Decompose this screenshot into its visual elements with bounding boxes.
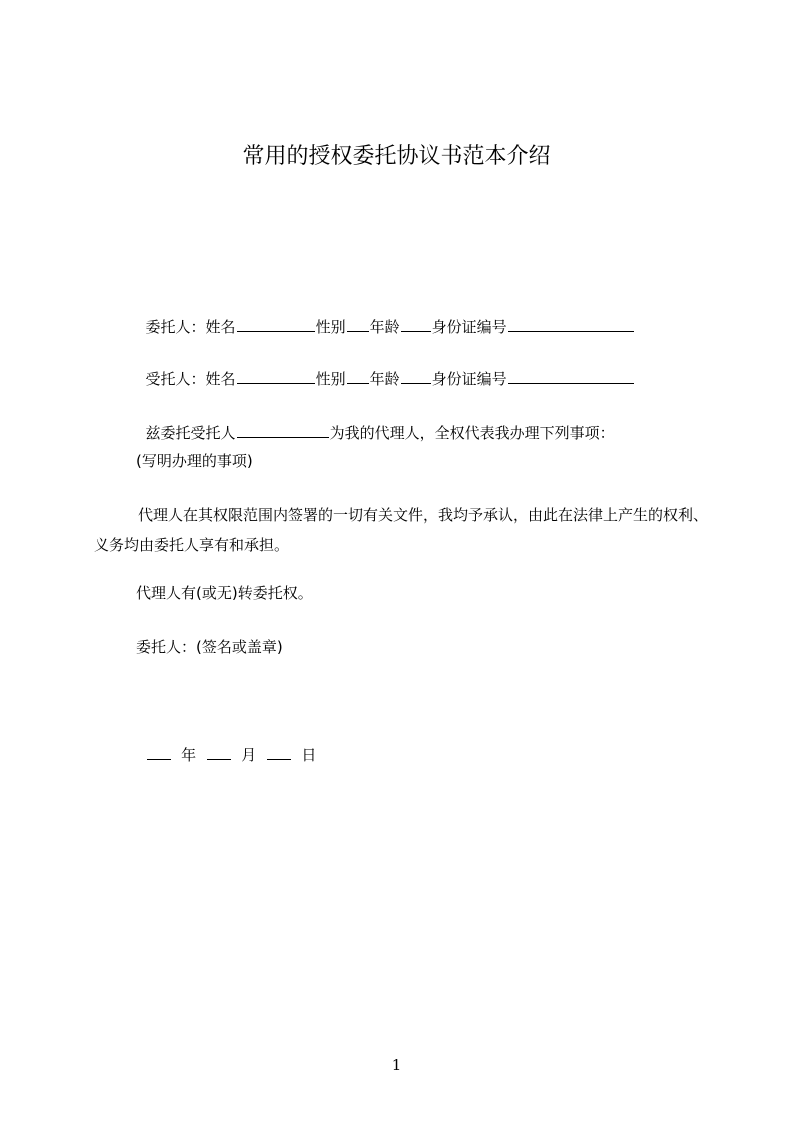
appointment-agent-blank (237, 421, 329, 438)
agent-name-blank (237, 367, 315, 384)
appointment-prefix: 兹委托受托人 (145, 424, 236, 442)
principal-id-blank (508, 315, 634, 332)
signature-line: 委托人：(签名或盖章) (136, 638, 283, 656)
agent-id-label: 身份证编号 (431, 370, 507, 388)
agent-age-blank (401, 367, 431, 384)
page-number: 1 (391, 1056, 402, 1074)
principal-age-label: 年龄 (369, 318, 400, 336)
agent-name-label: 受托人：姓名 (145, 370, 236, 388)
appointment-line (136, 394, 615, 446)
date-year-blank (147, 743, 171, 760)
matters-note: (写明办理的事项) (136, 452, 253, 470)
date-year-label: 年 (181, 746, 197, 764)
agent-age-label: 年龄 (369, 370, 400, 388)
date-month-blank (207, 743, 231, 760)
date-day-label: 日 (301, 746, 317, 764)
principal-gender-blank (347, 315, 369, 332)
principal-gender-label: 性别 (315, 318, 346, 336)
authority-paragraph-text: 代理人在其权限范围内签署的一切有关文件，我均予承认，由此在法律上产生的权利、义务均由委托人享有和承担。 (94, 506, 709, 554)
agent-gender-label: 性别 (315, 370, 346, 388)
subdelegation-line: 代理人有(或无)转委托权。 (136, 584, 313, 602)
principal-age-blank (401, 315, 431, 332)
date-month-label: 月 (241, 746, 257, 764)
date-day-blank (267, 743, 291, 760)
agent-gender-blank (347, 367, 369, 384)
document-title: 常用的授权委托协议书范本介绍 (242, 144, 551, 169)
principal-name-blank (237, 315, 315, 332)
principal-name-label: 委托人：姓名 (145, 318, 236, 336)
principal-line (136, 288, 635, 340)
agent-line (136, 340, 635, 392)
date-line (136, 716, 316, 768)
appointment-suffix: 为我的代理人，全权代表我办理下列事项： (329, 424, 615, 442)
authority-paragraph (94, 500, 708, 560)
principal-id-label: 身份证编号 (431, 318, 507, 336)
agent-id-blank (508, 367, 634, 384)
